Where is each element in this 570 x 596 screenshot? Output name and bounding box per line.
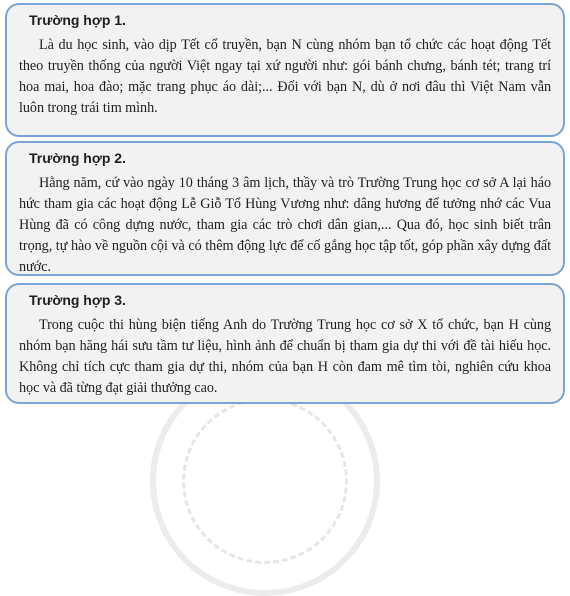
case-box-2 [5, 141, 565, 276]
case-text: Hằng năm, cứ vào ngày 10 tháng 3 âm lịch, thầy và trò Trường Trung học cơ sở A lại háo hức tham gia các hoạt động Lễ Giỗ Tổ Hùng Vương như: dâng hương để tưởng nhớ các Vua Hùng đã có công dựng nước, tham gia các trò chơi dân gian,... Qua đó, học sinh biết trân trọng, tự hào về nguồn cội và có thêm động lực để cố gắng học tập tốt, góp phần xây dựng đất nước. [19, 175, 551, 275]
case-text: Trong cuộc thi hùng biện tiếng Anh do Trường Trung học cơ sở X tổ chức, bạn H cùng nhóm bạn hăng hái sưu tầm tư liệu, hình ảnh để chuẩn bị tham gia dự thi với đề tài hiếu học. Không chỉ tích cực tham gia dự thi, nhóm của bạn H còn đam mê tìm tòi, nghiên cứu khoa học và đã từng đạt giải thưởng cao. [19, 317, 551, 396]
case-text: Là du học sinh, vào dịp Tết cổ truyền, bạn N cùng nhóm bạn tổ chức các hoạt động Tết theo truyền thống của người Việt ngay tại xứ người như: gói bánh chưng, bánh tét; trang trí hoa mai, hoa đào; mặc trang phục áo dài;... Đối với bạn N, dù ở nơi đâu thì Việt Nam vẫn luôn trong trái tim mình. [19, 37, 551, 116]
case-title: Trường hợp 2. [29, 150, 126, 166]
case-title: Trường hợp 3. [29, 292, 126, 308]
case-box-1 [5, 3, 565, 137]
case-box-3 [5, 283, 565, 404]
case-title: Trường hợp 1. [29, 12, 126, 28]
